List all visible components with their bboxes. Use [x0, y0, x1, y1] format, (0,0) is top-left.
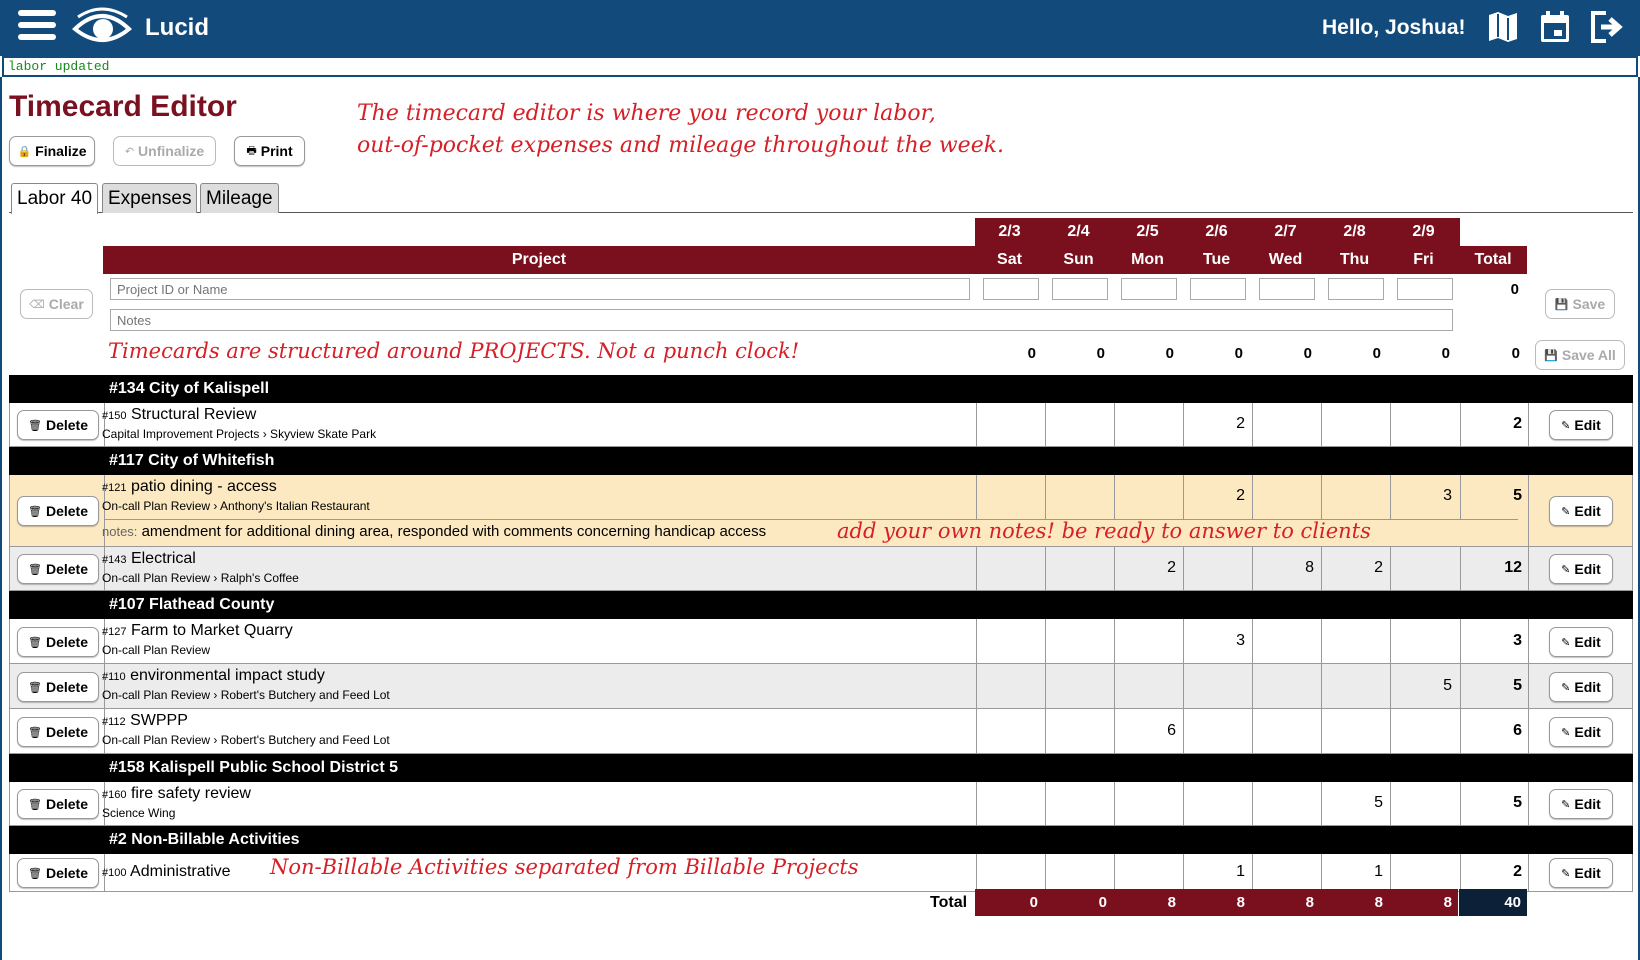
project-group-header: #2 Non-Billable Activities [9, 826, 1633, 854]
project-path: On-call Plan Review › Ralph's Coffee [102, 571, 299, 585]
day-date-header: 2/6 [1205, 223, 1228, 240]
save-all-button[interactable] [1535, 340, 1625, 370]
day-total-cell: 8 [1389, 889, 1458, 916]
unsaved-day-total: 0 [1027, 345, 1036, 362]
intro-annotation-line2: out-of-pocket expenses and mileage throughout the week. [357, 133, 1005, 158]
day-hours-input[interactable] [1259, 278, 1315, 300]
column-divider [976, 854, 977, 892]
pencil-icon: ✎ [1561, 726, 1571, 739]
column-divider [1321, 664, 1322, 709]
delete-label: Delete [45, 561, 88, 577]
hours-cell: 2 [1167, 559, 1176, 576]
column-divider [1252, 782, 1253, 826]
hours-cell: 2 [1236, 415, 1245, 432]
unsaved-day-total: 0 [1303, 345, 1312, 362]
day-date-header: 2/8 [1343, 223, 1366, 240]
column-divider [1252, 709, 1253, 754]
hours-cell: 1 [1236, 863, 1245, 880]
column-divider [1045, 619, 1046, 664]
save-all-label: Save All [1561, 347, 1616, 363]
eraser-icon: ⌫ [29, 298, 45, 311]
column-divider [1045, 403, 1046, 447]
delete-label: Delete [45, 865, 88, 881]
row-notes [102, 523, 766, 540]
delete-button[interactable] [17, 672, 99, 702]
projects-annotation: Timecards are structured around PROJECTS. Not a punch clock! [108, 339, 800, 363]
undo-icon: ↶ [124, 145, 135, 158]
project-name[interactable] [102, 550, 196, 568]
column-divider [1321, 854, 1322, 892]
day-total-cell: 0 [1044, 889, 1113, 916]
column-divider [1045, 854, 1046, 892]
delete-button[interactable] [17, 717, 99, 747]
delete-button[interactable] [17, 789, 99, 819]
project-title: Farm to Market Quarry [130, 622, 293, 639]
column-divider [1045, 475, 1046, 519]
print-label: Print [260, 143, 293, 159]
edit-label: Edit [1574, 724, 1601, 740]
project-id: #100 [102, 867, 127, 879]
column-divider [1390, 709, 1391, 754]
column-divider [1528, 475, 1529, 546]
day-total-cell: 0 [975, 889, 1044, 916]
column-divider [976, 547, 977, 591]
column-divider [976, 475, 977, 519]
column-divider [1321, 403, 1322, 447]
column-divider [1045, 547, 1046, 591]
project-id: #150 [102, 410, 127, 422]
column-divider [1390, 664, 1391, 709]
column-divider [976, 403, 977, 447]
entry-total: 0 [1510, 281, 1519, 298]
delete-label: Delete [45, 503, 88, 519]
column-divider [1460, 547, 1461, 591]
column-divider [1183, 709, 1184, 754]
day-date-header: 2/5 [1136, 223, 1159, 240]
column-divider [1252, 475, 1253, 519]
row-total: 6 [1513, 722, 1522, 739]
finalize-button[interactable] [9, 136, 95, 166]
hours-cell: 1 [1374, 863, 1383, 880]
project-id: #160 [102, 789, 127, 801]
project-id: #127 [102, 626, 127, 638]
tab-labor[interactable]: Labor 40 [11, 183, 98, 214]
project-id: #143 [102, 554, 127, 566]
notes-label: notes: [102, 524, 138, 539]
project-id: #121 [102, 482, 127, 494]
project-title: environmental impact study [130, 667, 325, 684]
hours-cell: 3 [1443, 487, 1452, 504]
edit-button[interactable] [1549, 672, 1613, 702]
hours-cell: 8 [1305, 559, 1314, 576]
edit-button[interactable] [1549, 858, 1613, 888]
column-divider [1183, 854, 1184, 892]
column-divider [1114, 547, 1115, 591]
clear-label: Clear [48, 296, 84, 312]
delete-label: Delete [45, 634, 88, 650]
project-group-header: #158 Kalispell Public School District 5 [9, 754, 1633, 782]
print-icon: 🖶 [246, 144, 257, 157]
column-divider [1528, 709, 1529, 753]
notes-annotation: add your own notes! be ready to answer to clients [837, 519, 1371, 543]
frame-left [0, 77, 2, 960]
day-hours-input[interactable] [1328, 278, 1384, 300]
column-divider [1460, 619, 1461, 664]
unsaved-day-total: 0 [1441, 345, 1450, 362]
trash-icon: 🗑 [28, 867, 42, 880]
column-divider [1528, 854, 1529, 891]
save-label: Save [1572, 296, 1606, 312]
day-date-header: 2/9 [1412, 223, 1435, 240]
table-row [9, 709, 1633, 754]
project-title: Electrical [130, 550, 196, 567]
day-total-cell: 8 [1320, 889, 1389, 916]
column-divider [976, 619, 977, 664]
row-total: 5 [1513, 794, 1522, 811]
project-name[interactable] [102, 478, 277, 496]
column-divider [1321, 709, 1322, 754]
day-name-header: Sun [1063, 251, 1094, 268]
page-title: Timecard Editor [9, 90, 237, 123]
map-icon[interactable] [1487, 10, 1519, 44]
column-divider [1390, 854, 1391, 892]
edit-label: Edit [1574, 679, 1601, 695]
edit-label: Edit [1574, 634, 1601, 650]
day-hours-input[interactable] [1121, 278, 1177, 300]
user-greeting: Hello, Joshua! [1322, 16, 1466, 39]
unsaved-day-total: 0 [1096, 345, 1105, 362]
day-name-header: Sat [997, 251, 1022, 268]
column-divider [1528, 782, 1529, 825]
delete-label: Delete [45, 679, 88, 695]
column-divider [1528, 619, 1529, 663]
edit-button[interactable] [1549, 496, 1613, 526]
notes-input[interactable] [110, 309, 1453, 331]
project-title: Administrative [130, 863, 231, 880]
hours-cell: 6 [1167, 722, 1176, 739]
table-row [9, 403, 1633, 447]
pencil-icon: ✎ [1561, 505, 1571, 518]
trash-icon: 🗑 [28, 419, 42, 432]
edit-label: Edit [1574, 865, 1601, 881]
column-divider [1390, 782, 1391, 826]
day-hours-input[interactable] [1190, 278, 1246, 300]
project-name[interactable] [102, 667, 325, 685]
total-column-header: Total [1474, 251, 1512, 268]
edit-button[interactable] [1549, 627, 1613, 657]
delete-button[interactable] [17, 627, 99, 657]
table-row [9, 619, 1633, 664]
totals-label: Total [930, 894, 968, 911]
column-divider [1183, 619, 1184, 664]
column-divider [1183, 475, 1184, 519]
column-divider [1321, 475, 1322, 519]
tab-mileage[interactable]: Mileage [200, 183, 279, 213]
column-divider [1321, 782, 1322, 826]
trash-icon: 🗑 [28, 505, 42, 518]
table-row [9, 547, 1633, 591]
column-divider [1390, 547, 1391, 591]
column-divider [1460, 664, 1461, 709]
top-bar [0, 0, 1640, 56]
table-row [9, 664, 1633, 709]
table-row [9, 475, 1633, 547]
pencil-icon: ✎ [1561, 563, 1571, 576]
project-name[interactable] [102, 622, 293, 640]
edit-button[interactable] [1549, 717, 1613, 747]
delete-button[interactable] [17, 554, 99, 584]
unsaved-day-total: 0 [1234, 345, 1243, 362]
column-divider [1528, 664, 1529, 708]
column-divider [1114, 854, 1115, 892]
row-total: 3 [1513, 632, 1522, 649]
edit-button[interactable] [1549, 789, 1613, 819]
day-total-cell: 8 [1182, 889, 1251, 916]
project-title: fire safety review [130, 785, 251, 802]
column-divider [1183, 547, 1184, 591]
finalize-label: Finalize [35, 143, 87, 159]
trash-icon: 🗑 [28, 636, 42, 649]
project-path: On-call Plan Review [102, 643, 211, 657]
column-divider [1252, 854, 1253, 892]
column-divider [976, 709, 977, 754]
project-group-header: #134 City of Kalispell [9, 375, 1633, 403]
column-divider [1528, 547, 1529, 590]
project-path: On-call Plan Review › Anthony's Italian Restaurant [102, 499, 370, 513]
print-button[interactable] [234, 136, 305, 166]
pencil-icon: ✎ [1561, 636, 1571, 649]
hours-cell: 3 [1236, 632, 1245, 649]
delete-button[interactable] [17, 410, 99, 440]
column-divider [1114, 709, 1115, 754]
row-total: 5 [1513, 487, 1522, 504]
project-search-input[interactable] [110, 278, 970, 300]
tab-expenses[interactable]: Expenses [102, 183, 197, 213]
column-divider [1045, 709, 1046, 754]
edit-label: Edit [1574, 417, 1601, 433]
column-divider [1460, 709, 1461, 754]
column-divider [1114, 403, 1115, 447]
row-total: 2 [1513, 415, 1522, 432]
edit-label: Edit [1574, 796, 1601, 812]
intro-annotation-line1: The timecard editor is where you record your labor, [357, 101, 936, 126]
column-divider [1321, 547, 1322, 591]
column-divider [1114, 782, 1115, 826]
day-total-cell: 8 [1251, 889, 1320, 916]
day-date-header: 2/7 [1274, 223, 1297, 240]
pencil-icon: ✎ [1561, 419, 1571, 432]
column-divider [1528, 403, 1529, 446]
column-divider [1045, 664, 1046, 709]
project-group-header: #107 Flathead County [9, 591, 1633, 619]
table-row [9, 782, 1633, 826]
project-name[interactable] [102, 712, 188, 730]
column-divider [1183, 403, 1184, 447]
column-divider [976, 664, 977, 709]
edit-button[interactable] [1549, 410, 1613, 440]
project-path: On-call Plan Review › Robert's Butchery and Feed Lot [102, 688, 390, 702]
project-column-header: Project [511, 251, 567, 268]
project-title: SWPPP [130, 712, 188, 729]
lock-icon: 🔒 [17, 145, 32, 158]
hours-cell: 5 [1374, 794, 1383, 811]
day-name-header: Thu [1339, 251, 1370, 268]
grand-total-cell: 40 [1459, 889, 1527, 916]
column-divider [1460, 475, 1461, 519]
day-hours-input[interactable] [1397, 278, 1453, 300]
trash-icon: 🗑 [28, 681, 42, 694]
pencil-icon: ✎ [1561, 798, 1571, 811]
row-total: 2 [1513, 863, 1522, 880]
edit-label: Edit [1574, 503, 1601, 519]
day-name-header: Wed [1268, 251, 1303, 268]
day-name-header: Fri [1413, 251, 1434, 268]
unfinalize-label: Unfinalize [138, 143, 205, 159]
project-path: Science Wing [102, 806, 176, 820]
column-divider [1460, 854, 1461, 892]
project-name[interactable] [102, 785, 251, 803]
column-divider [1183, 664, 1184, 709]
row-total: 5 [1513, 677, 1522, 694]
floppy-icon: 💾 [1554, 298, 1569, 311]
column-divider [1460, 782, 1461, 826]
status-message: labor updated [2, 56, 1638, 77]
delete-button[interactable] [17, 858, 99, 888]
trash-icon: 🗑 [28, 798, 42, 811]
column-divider [1114, 475, 1115, 519]
day-date-header: 2/4 [1067, 223, 1090, 240]
day-hours-input[interactable] [983, 278, 1039, 300]
eye-logo-icon [72, 7, 132, 47]
hours-cell: 5 [1443, 677, 1452, 694]
hours-cell: 2 [1374, 559, 1383, 576]
project-path: Capital Improvement Projects › Skyview Skate Park [102, 427, 377, 441]
pencil-icon: ✎ [1561, 681, 1571, 694]
day-total-cell: 8 [1113, 889, 1182, 916]
project-path: On-call Plan Review › Robert's Butchery and Feed Lot [102, 733, 390, 747]
menu-icon[interactable] [18, 10, 56, 44]
save-button[interactable] [1545, 289, 1615, 319]
app-title[interactable]: Lucid [145, 14, 209, 41]
column-divider [976, 782, 977, 826]
project-name[interactable] [102, 863, 231, 881]
day-name-header: Tue [1202, 251, 1231, 268]
column-divider [1252, 664, 1253, 709]
project-name[interactable] [102, 406, 256, 424]
column-divider [1183, 782, 1184, 826]
delete-label: Delete [45, 724, 88, 740]
row-total: 12 [1504, 559, 1522, 576]
project-title: Structural Review [130, 406, 257, 423]
column-divider [1390, 475, 1391, 519]
project-id: #110 [102, 671, 126, 683]
intro-annotation [357, 98, 1004, 162]
calendar-icon[interactable] [1539, 10, 1571, 44]
edit-label: Edit [1574, 561, 1601, 577]
project-id: #112 [102, 716, 126, 728]
trash-icon: 🗑 [28, 726, 42, 739]
column-divider [1390, 403, 1391, 447]
unsaved-day-total: 0 [1372, 345, 1381, 362]
column-divider [1252, 547, 1253, 591]
column-divider [1321, 619, 1322, 664]
pencil-icon: ✎ [1561, 867, 1571, 880]
project-group-header: #117 City of Whitefish [9, 447, 1633, 475]
delete-label: Delete [45, 796, 88, 812]
notes-text: amendment for additional dining area, responded with comments concerning handicap access [141, 523, 767, 540]
column-divider [1252, 403, 1253, 447]
column-divider [1252, 619, 1253, 664]
logout-icon[interactable] [1590, 10, 1624, 44]
column-divider [1045, 782, 1046, 826]
day-hours-input[interactable] [1052, 278, 1108, 300]
column-divider [1114, 664, 1115, 709]
hours-cell: 2 [1236, 487, 1245, 504]
clear-button[interactable] [20, 289, 93, 319]
unfinalize-button[interactable] [113, 136, 216, 166]
trash-icon: 🗑 [28, 563, 42, 576]
edit-button[interactable] [1549, 554, 1613, 584]
delete-label: Delete [45, 417, 88, 433]
column-divider [1114, 619, 1115, 664]
day-date-header: 2/3 [998, 223, 1021, 240]
column-divider [1390, 619, 1391, 664]
unsaved-day-total: 0 [1165, 345, 1174, 362]
unsaved-day-total: 0 [1511, 345, 1520, 362]
nonbillable-annotation: Non-Billable Activities separated from Billable Projects [270, 855, 859, 879]
project-title: patio dining - access [130, 478, 277, 495]
delete-button[interactable] [17, 496, 99, 526]
floppy-icon: 💾 [1544, 349, 1558, 362]
day-name-header: Mon [1131, 251, 1164, 268]
column-divider [1460, 403, 1461, 447]
